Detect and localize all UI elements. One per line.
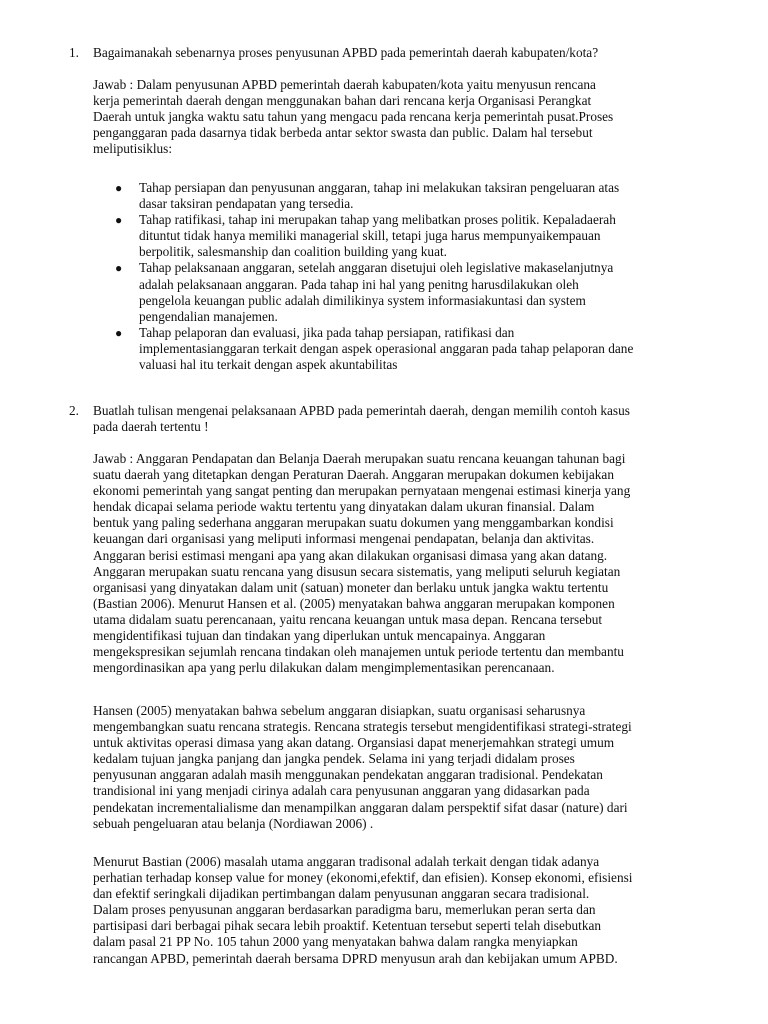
bullet-line: dituntut tidak hanya memiliki managerial skill, tetapi juga harus mempunyaikempauan — [139, 228, 601, 244]
answer-line: meliputisiklus: — [93, 141, 173, 157]
question-2-answer-paragraph-3 — [93, 854, 718, 967]
paragraph-line: hendak dicapai selama periode waktu tertentu yang dinyatakan dalam ukuran finansial. Dalam — [93, 499, 595, 515]
answer-line: Jawab : Dalam penyusunan APBD pemerintah daerah kabupaten/kota yaitu menyusun rencana — [93, 77, 596, 92]
paragraph-line: organisasi yang dinyatakan dalam unit (satuan) moneter dan berlaku untuk jangka waktu tertentu — [93, 579, 609, 595]
paragraph-line: partisipasi dari berbagai pihak secara lebih proaktif. Ketentuan tersebut seperti telah disebutkan — [93, 918, 602, 934]
paragraph-line: Anggaran berisi estimasi mengani apa yang akan dilakukan organisasi dimasa yang akan datang. — [93, 547, 608, 563]
paragraph-line: rancangan APBD, pemerintah daerah bersama DPRD menyusun arah dan kebijakan umum APBD. — [93, 950, 618, 966]
answer-line: kerja pemerintah daerah dengan menggunakan bahan dari rencana kerja Organisasi Perangkat — [93, 93, 592, 109]
paragraph-line: (Bastian 2006). Menurut Hansen et al. (2005) menyatakan bahwa anggaran merupakan komponen — [93, 595, 615, 611]
bullet-dot-icon: ● — [115, 325, 123, 340]
question-1-answer — [93, 77, 718, 157]
paragraph-line: penyusunan anggaran adalah masih menggunakan pendekatan anggaran tradisional. Pendekatan — [93, 767, 603, 783]
question-2-text — [93, 403, 718, 435]
paragraph-line: utama didalam suatu perencanaan, yaitu rencana keuangan untuk masa depan. Rencana tersebut — [93, 611, 603, 627]
bullet-dot-icon: ● — [115, 181, 123, 195]
paragraph-line: mengembangkan suatu rencana strategis. Rencana strategis tersebut mengidentifikasi strategi-strategi — [93, 719, 632, 735]
bullet-line: Tahap ratifikasi, tahap ini merupakan tahap yang melibatkan proses politik. Kepaladaerah — [139, 212, 616, 228]
bullet-dot-icon: ● — [115, 261, 123, 276]
paragraph-line: suatu daerah yang ditetapkan dengan Peraturan Daerah. Anggaran merupakan dokumen kebijakan — [93, 467, 614, 483]
question-line: Buatlah tulisan mengenai pelaksanaan APBD pada pemerintah daerah, dengan memilih contoh kasus — [93, 403, 630, 418]
question-1-bullet-list — [93, 180, 728, 373]
paragraph-line: bentuk yang paling sederhana anggaran merupakan suatu dokumen yang menggambarkan kondisi — [93, 515, 614, 531]
answer-line: Daerah untuk jangka waktu satu tahun yang mengacu pada rencana kerja pemerintah pusat.Proses — [93, 109, 614, 125]
paragraph-line: mengordinasikan apa yang perlu dilakukan dalam mengimplementasikan perencanaan. — [93, 660, 555, 676]
question-2-answer-paragraph-2 — [93, 703, 718, 832]
bullet-line: pengelola keuangan public adalah dimilikinya system informasiakuntasi dan system — [139, 292, 586, 308]
paragraph-line: Anggaran merupakan suatu rencana yang disusun secara sistematis, yang meliputi seluruh kegiatan — [93, 563, 621, 579]
question-line: pada daerah tertentu ! — [93, 419, 209, 435]
question-1-number: 1. — [69, 45, 79, 60]
paragraph-line: sebuah pengeluaran atau belanja (Nordiawan 2006) . — [93, 815, 374, 831]
paragraph-line: Hansen (2005) menyatakan bahwa sebelum anggaran disiapkan, suatu organisasi seharusnya — [93, 703, 586, 718]
paragraph-line: kedalam tujuan jangka panjang dan jangka pendek. Selama ini yang terjadi didalam proses — [93, 751, 575, 767]
paragraph-line: trandisional ini yang menjadi cirinya adalah cara penyusunan anggaran yang didasarkan pada — [93, 783, 590, 799]
paragraph-line: Dalam proses penyusunan anggaran berdasarkan paradigma baru, memerlukan peran serta dan — [93, 902, 596, 918]
paragraph-line: perhatian terhadap konsep value for money (ekonomi,efektif, dan efisien). Konsep ekonomi, efisiensi — [93, 870, 633, 886]
paragraph-line: Menurut Bastian (2006) masalah utama anggaran tradisonal adalah terkait dengan tidak adanya — [93, 854, 600, 869]
bullet-item — [93, 212, 728, 260]
bullet-line: Tahap pelaksanaan anggaran, setelah anggaran disetujui oleh legislative makaselanjutnya — [139, 260, 614, 276]
paragraph-line: dalam pasal 21 PP No. 105 tahun 2000 yang menyatakan bahwa dalam rangka menyiapkan — [93, 934, 578, 950]
bullet-line: valuasi hal itu terkait dengan aspek akuntabilitas — [139, 357, 398, 373]
bullet-line: implementasianggaran terkait dengan aspek operasional anggaran pada tahap pelaporan dane — [139, 340, 634, 356]
paragraph-line: pendekatan incrementalialisme dan menampilkan anggaran dalam perspektif sifat dasar (nature) dari — [93, 799, 628, 815]
question-2-answer-paragraph-1 — [93, 451, 718, 676]
paragraph-line: ekonomi pemerintah yang sangat penting dan merupakan pernyataan mengenai estimasi kinerja yang — [93, 483, 631, 499]
paragraph-line: dan efektif seringkali dijadikan pertimbangan dalam penyusunan anggaran secara tradisional. — [93, 886, 590, 902]
bullet-line: adalah pelaksanaan anggaran. Pada tahap ini hal yang penitng harusdilakukan oleh — [139, 276, 579, 292]
bullet-item — [93, 260, 728, 324]
question-1-text: Bagaimanakah sebenarnya proses penyusunan APBD pada pemerintah daerah kabupaten/kota? — [93, 45, 599, 60]
bullet-line: dasar taksiran pendapatan yang tersedia. — [139, 196, 354, 212]
question-2-number: 2. — [69, 403, 79, 418]
paragraph-line: Jawab : Anggaran Pendapatan dan Belanja Daerah merupakan suatu rencana keuangan tahunan bagi — [93, 451, 626, 466]
paragraph-line: mengekspresikan sejumlah rencana tindakan oleh manajemen untuk periode tertentu dan membantu — [93, 644, 624, 660]
bullet-line: pengendalian manajemen. — [139, 308, 278, 324]
paragraph-line: untuk aktivitas operasi dimasa yang akan datang. Organsiasi dapat menerjemahkan strategi umum — [93, 735, 615, 751]
paragraph-line: keuangan dari organisasi yang meliputi informasi mengenai pendapatan, belanja dan aktivitas. — [93, 531, 595, 547]
bullet-item — [93, 325, 728, 373]
bullet-line: berpolitik, salesmanship dan coalition building yang kuat. — [139, 244, 447, 260]
bullet-line: Tahap pelaporan dan evaluasi, jika pada tahap persiapan, ratifikasi dan — [139, 324, 515, 340]
bullet-line: Tahap persiapan dan penyusunan anggaran, tahap ini melakukan taksiran pengeluaran atas — [139, 180, 620, 195]
paragraph-line: mengidentifikasi tujuan dan tindakan yang diperlukan untuk mencapainya. Anggaran — [93, 628, 546, 644]
answer-line: penganggaran pada dasarnya tidak berbeda antar sektor swasta dan public. Dalam hal tersebut — [93, 125, 593, 141]
bullet-item — [93, 180, 728, 212]
bullet-dot-icon: ● — [115, 213, 123, 228]
